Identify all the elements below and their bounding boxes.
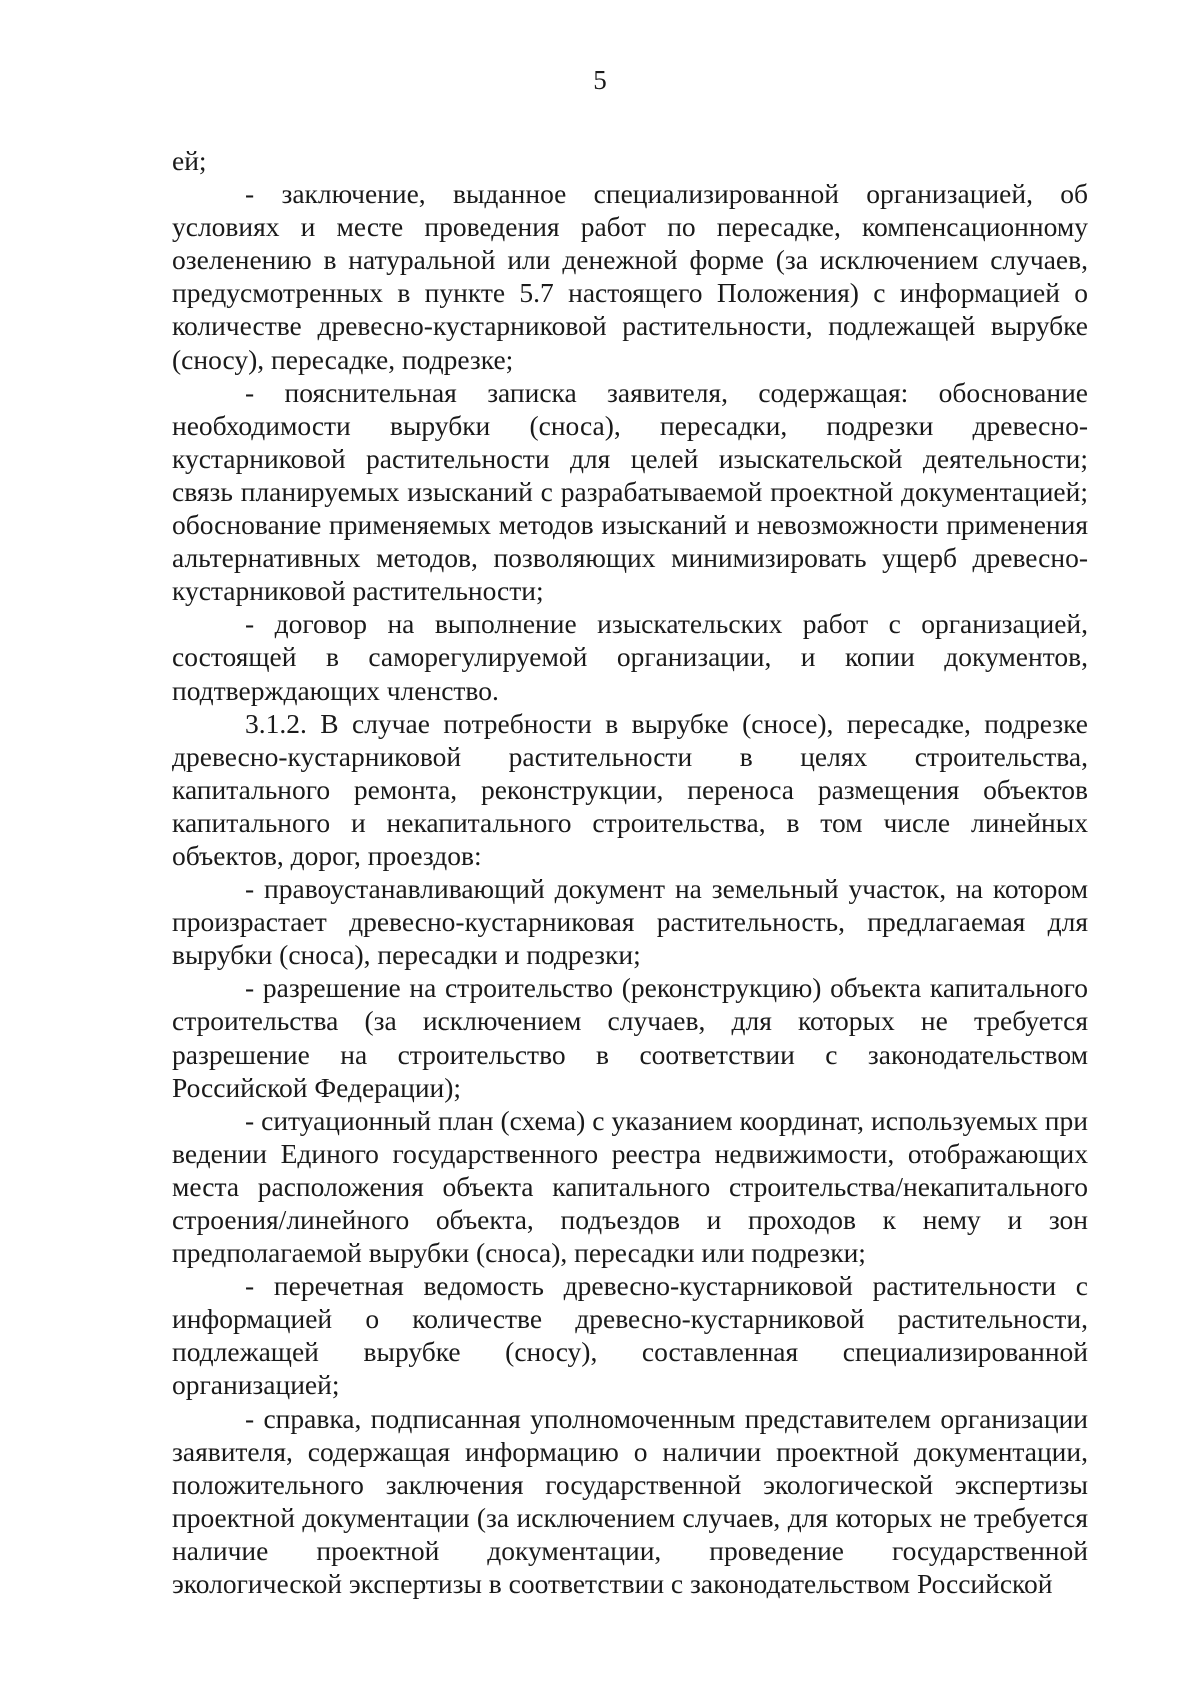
page-number: 5: [593, 65, 607, 95]
paragraph: - заключение, выданное специализированной организацией, об условиях и месте проведения работ по пересадке, компенсационному озеленению в натуральной или денежной форме (за исключением случаев, предусмотренных в пункте 5.7 настоящего Положения) с информацией о количестве древесно-кустарниковой растительности, подлежащей вырубке (сносу), пересадке, подрезке;: [172, 178, 1088, 375]
document-body: [172, 144, 1088, 1600]
section-paragraph: 3.1.2. В случае потребности в вырубке (сносе), пересадке, подрезке древесно-кустарниковой растительности в целях строительства, капитального ремонта, реконструкции, переноса размещения объектов капитального и некапитального строительства, в том числе линейных объектов, дорог, проездов:: [172, 707, 1088, 871]
paragraph: - правоустанавливающий документ на земельный участок, на котором произрастает древесно-кустарниковая растительность, предлагаемая для вырубки (сноса), пересадки и подрезки;: [172, 873, 1088, 971]
paragraph: - разрешение на строительство (реконструкцию) объекта капитального строительства (за исключением случаев, для которых не требуется разрешение на строительство в соответствии с законодательством Российской Федерации);: [172, 972, 1088, 1103]
paragraph: - перечетная ведомость древесно-кустарниковой растительности с информацией о количестве древесно-кустарниковой растительности, подлежащей вырубке (сносу), составленная специализированной организацией;: [172, 1270, 1088, 1401]
paragraph: - договор на выполнение изыскательских работ с организацией, состоящей в саморегулируемой организации, и копии документов, подтверждающих членство.: [172, 608, 1088, 706]
paragraph: - ситуационный план (схема) с указанием координат, используемых при ведении Единого государственного реестра недвижимости, отображающих места расположения объекта капитального строительства/некапитального строения/линейного объекта, подъездов и проходов к нему и зон предполагаемой вырубки (сноса), пересадки или подрезки;: [172, 1104, 1088, 1269]
paragraph: - пояснительная записка заявителя, содержащая: обоснование необходимости вырубки (сноса), пересадки, подрезки древесно-кустарниковой растительности для целей изыскательской деятельности; связь планируемых изысканий с разрабатываемой проектной документацией; обоснование применяемых методов изысканий и невозможности применения альтернативных методов, позволяющих минимизировать ущерб древесно-кустарниковой растительности;: [172, 376, 1088, 607]
paragraph: - справка, подписанная уполномоченным представителем организации заявителя, содержащая информацию о наличии проектной документации, положительного заключения государственной экологической экспертизы проектной документации (за исключением случаев, для которых не требуется наличие проектной документации, проведение государственной экологической экспертизы в соответствии с законодательством Российской: [172, 1402, 1088, 1600]
paragraph: ей;: [172, 145, 207, 176]
